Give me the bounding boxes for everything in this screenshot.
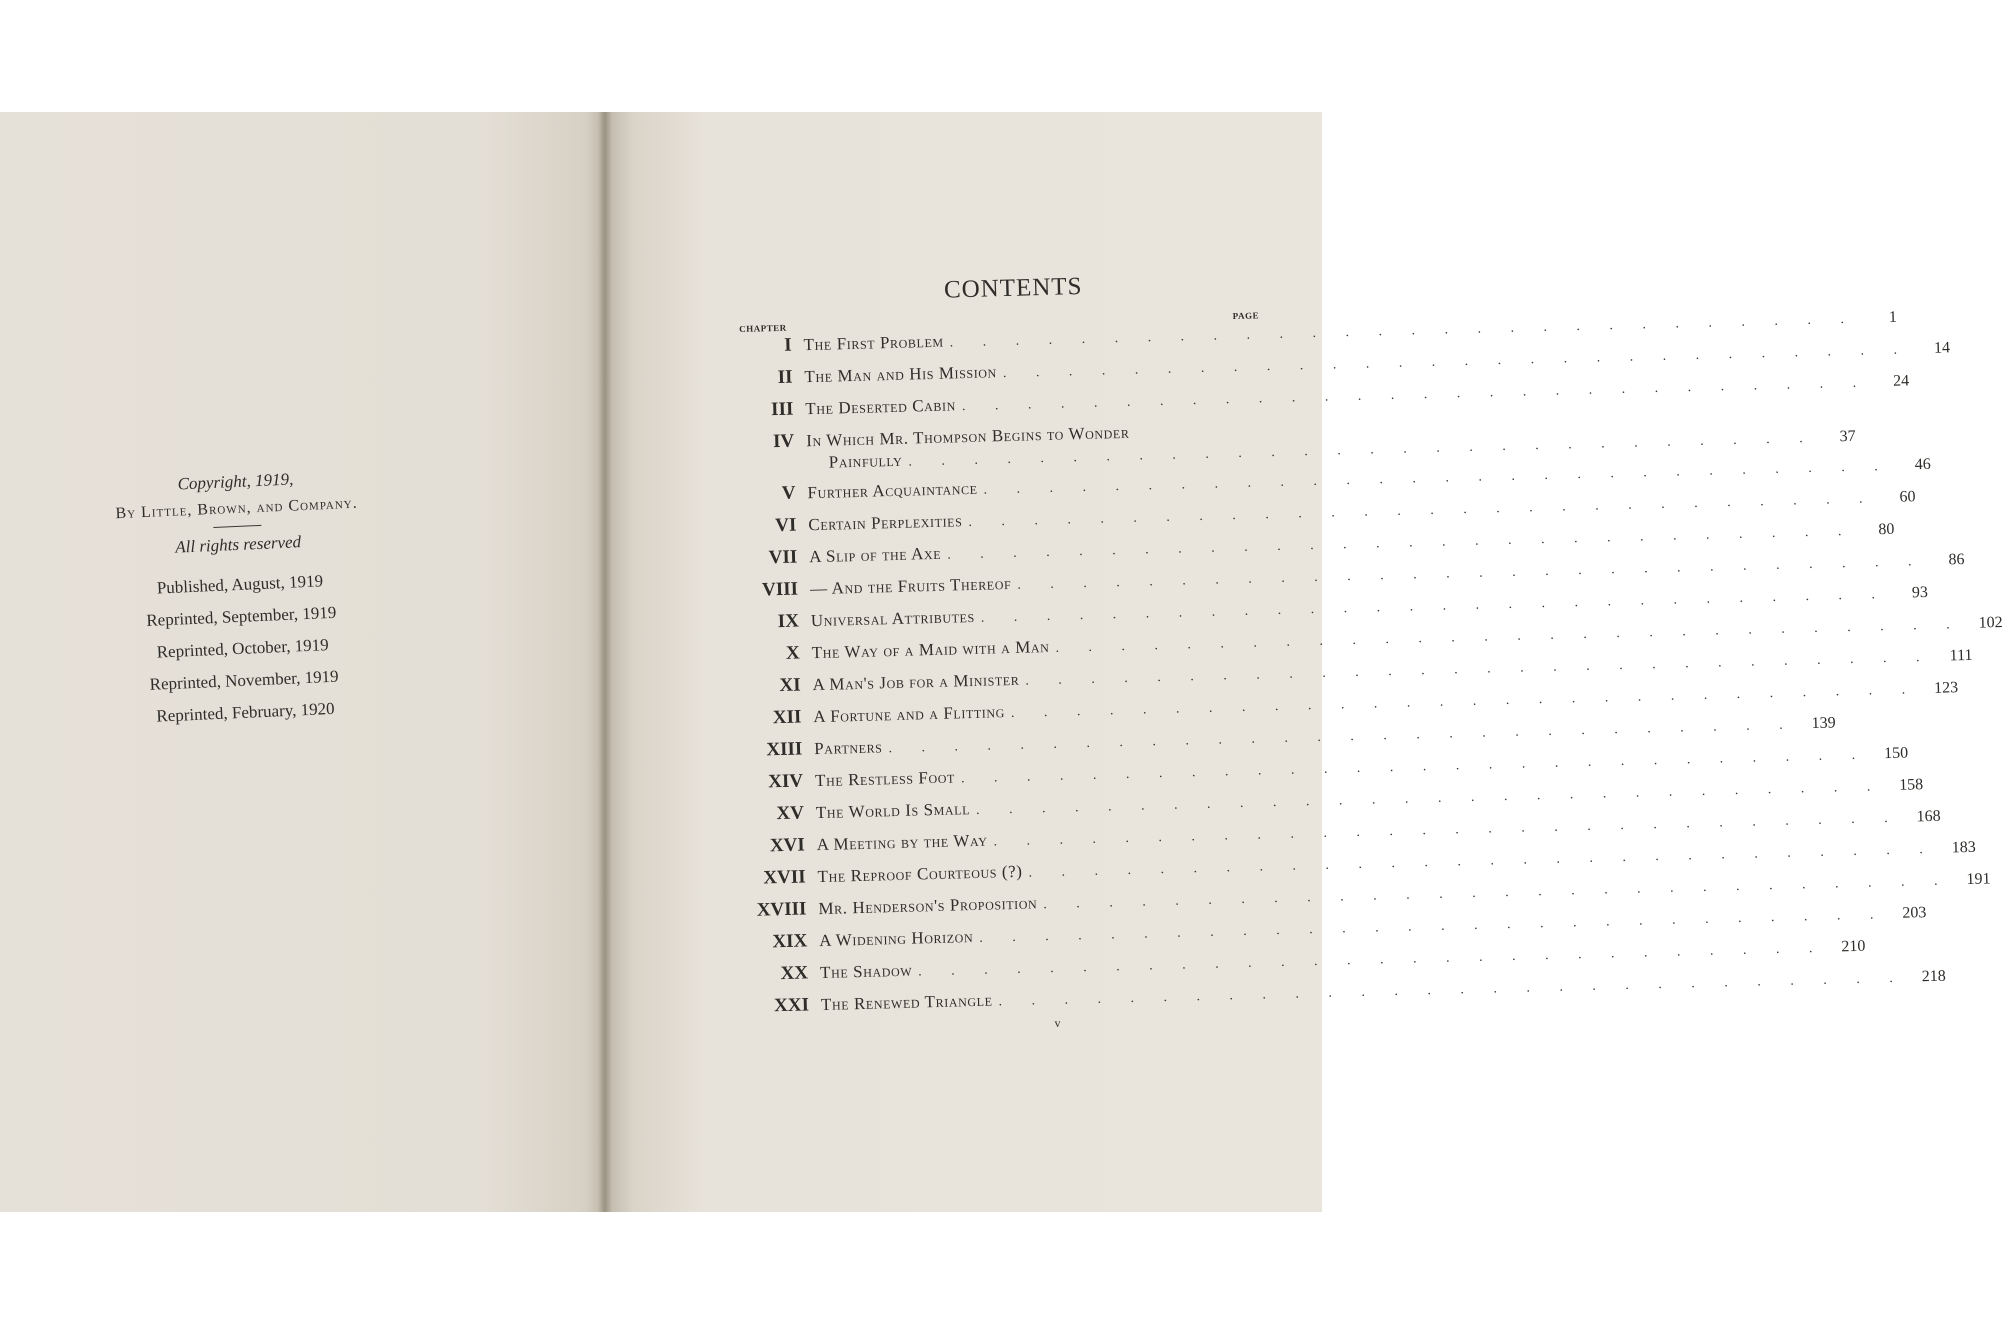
- chapter-number: X: [785, 642, 801, 664]
- copyright-page: [0, 112, 604, 1212]
- chapter-number: VII: [768, 546, 798, 569]
- page-number: 24: [1892, 372, 1910, 390]
- chapter-header: CHAPTER: [739, 322, 787, 334]
- chapter-number: XXI: [773, 994, 810, 1017]
- page-number: 150: [1883, 744, 1909, 763]
- chapter-title: The Deserted Cabin: [805, 395, 957, 419]
- chapter-title: Universal Attributes: [810, 606, 975, 631]
- chapter-number: XVI: [769, 834, 806, 857]
- chapter-number: III: [770, 398, 794, 421]
- page-folio: v: [1054, 1015, 1061, 1030]
- chapter-title: A Widening Horizon: [819, 927, 974, 951]
- page-number: 46: [1914, 455, 1931, 474]
- page-number: 218: [1921, 967, 1946, 986]
- printing-line: Reprinted, November, 1919: [149, 666, 339, 694]
- chapter-title: The Restless Foot: [814, 767, 956, 791]
- chapter-title: The Reproof Courteous (?): [817, 861, 1023, 887]
- chapter-title: The Shadow: [819, 960, 913, 983]
- chapter-number: XII: [772, 706, 802, 729]
- chapter-number: II: [777, 366, 793, 388]
- chapter-title: The First Problem: [803, 331, 944, 355]
- chapter-number: I: [783, 334, 792, 356]
- chapter-number: XIV: [767, 770, 804, 793]
- chapter-title: The Man and His Mission: [804, 362, 998, 387]
- chapter-number: XV: [776, 802, 805, 825]
- printing-line: Reprinted, October, 1919: [156, 635, 330, 662]
- printing-line: Reprinted, February, 1920: [156, 698, 335, 726]
- page-number: 183: [1951, 838, 1976, 857]
- chapter-title: A Slip of the Axe: [808, 543, 942, 567]
- chapter-title: In Which Mr. Thompson Begins to Wonder: [805, 422, 1130, 451]
- chapter-number: IV: [772, 430, 795, 453]
- book-gutter: [598, 112, 612, 1212]
- chapter-title-continued: Painfully: [828, 450, 903, 472]
- printing-line: Reprinted, September, 1919: [145, 602, 337, 630]
- chapter-title: Certain Perplexities: [808, 511, 963, 535]
- page-number: 123: [1933, 679, 1959, 697]
- page-number: 80: [1878, 520, 1895, 539]
- chapter-number: XIII: [766, 738, 803, 761]
- page-number: 191: [1966, 870, 1991, 889]
- chapter-title: A Man's Job for a Minister: [812, 669, 1020, 695]
- page-number: 1: [1888, 308, 1898, 326]
- page-number: 37: [1839, 427, 1856, 446]
- contents-title: CONTENTS: [943, 272, 1083, 304]
- page-number: 158: [1898, 776, 1924, 794]
- page-header: PAGE: [1232, 310, 1260, 322]
- chapter-title: A Meeting by the Way: [816, 830, 988, 855]
- chapter-number: IX: [777, 610, 800, 633]
- rights-line: All rights reserved: [174, 532, 302, 557]
- table-of-contents: [738, 268, 2003, 1038]
- chapter-title: Mr. Henderson's Proposition: [818, 893, 1038, 919]
- page-number: 86: [1948, 550, 1965, 569]
- printing-line: Published, August, 1919: [156, 571, 324, 598]
- chapter-number: VI: [774, 514, 797, 537]
- copyright-block: [80, 465, 401, 735]
- page-number: 111: [1949, 646, 1973, 665]
- chapter-number: XVII: [763, 866, 806, 889]
- page-number: 14: [1933, 339, 1951, 357]
- page-number: 102: [1978, 614, 2003, 632]
- page-number: 93: [1911, 583, 1929, 602]
- copyright-line: Copyright, 1919,: [177, 469, 294, 494]
- page-number: 139: [1811, 714, 1836, 733]
- chapter-title: The Renewed Triangle: [820, 990, 993, 1015]
- chapter-title: A Fortune and a Flitting: [813, 702, 1006, 727]
- chapter-title: The Way of a Maid with a Man: [811, 636, 1050, 663]
- page-number: 203: [1902, 904, 1927, 922]
- chapter-title: — And the Fruits Thereof: [809, 573, 1012, 599]
- chapter-title: Further Acquaintance: [807, 478, 978, 503]
- chapter-title: The World Is Small: [815, 799, 971, 823]
- page-number: 168: [1916, 807, 1941, 826]
- divider: [213, 525, 261, 528]
- chapter-number: XI: [779, 674, 801, 697]
- chapter-number: XVIII: [756, 898, 807, 921]
- chapter-title: Partners: [813, 737, 883, 759]
- chapter-number: VIII: [761, 578, 799, 601]
- page-number: 60: [1899, 488, 1916, 506]
- chapter-number: XIX: [772, 930, 808, 953]
- publisher-line: By Little, Brown, and Company.: [115, 494, 359, 523]
- book-spread: [0, 112, 2003, 1212]
- page-number: 210: [1841, 937, 1866, 956]
- chapter-number: XX: [780, 962, 809, 985]
- chapter-number: V: [781, 482, 796, 504]
